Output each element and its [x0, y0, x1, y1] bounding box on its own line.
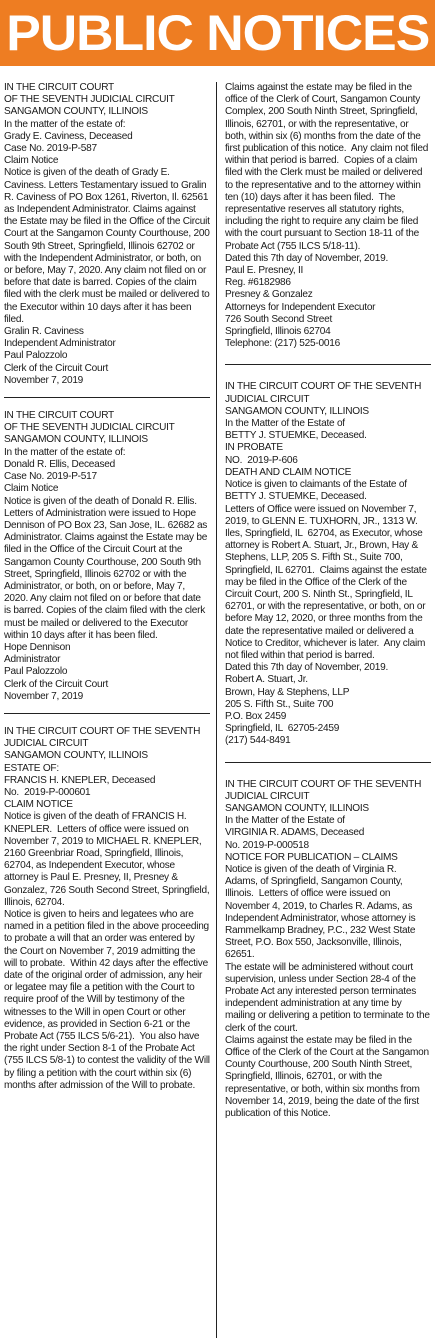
notice-line: BETTY J. STUEMKE, Deceased.	[225, 430, 367, 442]
notice-line: SANGAMON COUNTY, ILLINOIS	[225, 405, 369, 417]
notice-line: November 7, 2019	[4, 374, 84, 386]
notice-line: Donald R. Ellis, Deceased	[4, 458, 116, 470]
notice-line: OF THE SEVENTH JUDICIAL CIRCUIT	[4, 422, 175, 434]
divider	[4, 713, 210, 714]
notice-line: Gralin R. Caviness	[4, 326, 84, 338]
notice-body: Notice is given of the death of Virginia R. Adams, of Springfield, Sangamon County, Illinois. Letters of office were issued on November 4, 2019, to Charles R. Adams, as Independent Administrator, whose attorney is Rammelkamp Bradney, P.C., 232 West State Street, P.O. Box 550, Jacksonville, Illinois, 62651.	[225, 863, 418, 961]
notice-body: Notice is given of the death of Donald R. Ellis. Letters of Administration were issued to Hope Dennison of PO Box 23, San Jose, IL. 62682 as Administrator. Claims against the Estate may be filed in the Office of the Circuit Court at the Sangamon County Courthouse, 200 South 9th Street, Springfield, Illinois 62702 or with the Administrator, or both, on or before, May 7, 2020. Any claim not filed on or before that date is barred. Copies of the claim filed with the clerk must be mailed or delivered to the Executor within 10 days after it has been filed.	[4, 495, 210, 641]
notice-line: Brown, Hay & Stephens, LLP	[225, 686, 350, 698]
notice-body: Notice is given to claimants of the Estate of BETTY J. STUEMKE, Deceased.	[225, 479, 410, 503]
notice-body: Claims against the estate may be filed in the Office of the Clerk of the Court at the Sangamon County Courthouse, 200 South Ninth Street, Springfield, Illinois, 62701, or with the representative, or both, within six months from November 14, 2019, being the date of the first publication of this Notice.	[225, 1034, 432, 1120]
notice-line: SANGAMON COUNTY, ILLINOIS	[225, 802, 369, 814]
notices-columns	[4, 82, 431, 1338]
notice-line: In the Matter of the Estate of	[225, 418, 345, 430]
notice-line: Independent Administrator	[4, 338, 116, 350]
notice-line: SANGAMON COUNTY, ILLINOIS	[4, 434, 148, 446]
notice-line: Reg. #6182986	[225, 277, 291, 289]
notice-line: Robert A. Stuart, Jr.	[225, 674, 308, 686]
notice-line: Case No. 2019-P-587	[4, 143, 97, 155]
notice-line: NOTICE FOR PUBLICATION – CLAIMS	[225, 851, 398, 863]
notice-body: The estate will be administered without court supervision, unless under Section 28-4 of the Probate Act any interested person terminates independent administration at any time by mailing or delivering a petition to terminate to the clerk of the court.	[225, 961, 433, 1034]
divider	[225, 364, 431, 365]
notice-line: Springfield, IL 62705-2459	[225, 723, 340, 735]
notice-line: (217) 544-8491	[225, 735, 291, 747]
notice-line: Administrator	[4, 654, 61, 666]
notice-body: Claims against the estate may be filed in the office of the Clerk of Court, Sangamon County Complex, 200 South Ninth Street, Springfield, Illinois, 62701, or with the representative, or both, within six (6) months from the date of the first publication of this notice. Any claim not filed within that period is barred. Copies of a claim filed with the Clerk must be mailed or delivered to the representative and to the attorney within ten (10) days after it has been filed. The representative reserves all statutory rights, including the right to require any claim be filed with the court pursuant to Section 18-11 of the Probate Act (755 ILCS 5/18-11).	[225, 82, 431, 252]
notice-body: Notice is given to heirs and legatees who are named in a petition filed in the above proceeding to probate a will that an order was entered by the Court on November 7, 2019 admitting the will to probate. Within 42 days after the effective date of the original order of admission, any heir or legatee may file a petition with the Court to require proof of the Will by testimony of the witnesses to the Will in open Court or other evidence, as provided in Section 6-21 or the Probate Act (755 ILCS 5/6-21). You also have the right under Section 8-1 of the Probate Act (755 ILCS 5/8-1) to contest the validity of the Will by filing a petition with the court within six (6) months after admission of the Will to probate.	[4, 909, 213, 1091]
notice-line: SANGAMON COUNTY, ILLINOIS	[4, 106, 148, 118]
notice-line: No. 2019-P-000518	[225, 839, 309, 851]
notice-line: SANGAMON COUNTY, ILLINOIS	[4, 750, 148, 762]
notice-body: Notice is given of the death of FRANCIS H. KNEPLER. Letters of office were issued on November 7, 2019 to MICHAEL R. KNEPLER, 2160 Greenbriar Road, Springfield, Illinois, 62704, as Independent Executor, whose attorney is Paul E. Presney, II, Presney & Gonzalez, 726 South Second Street, Springfield, Illinois, 62704.	[4, 811, 212, 908]
notice-body: Notice is given of the death of Grady E. Caviness. Letters Testamentary issued to Gralin R. Caviness of PO Box 1261, Riverton, Il. 62561 as Independent Administrator. Claims against the Estate may be filed in the Office of the Circuit Court at the Sangamon County Courthouse, 200 South 9th Street, Springfield, Illinois 62702 or with the Independent Administrator, or both, on or before, May 7, 2020. Any claim not filed on or before that date is barred. Copies of the claim filed with the clerk must be mailed or delivered to the Executor within 10 days after it has been filed.	[4, 167, 213, 325]
banner-title: PUBLIC NOTICES	[6, 5, 430, 61]
notice-line: Dated this 7th day of November, 2019.	[225, 252, 389, 264]
notice-line: CLAIM NOTICE	[4, 799, 73, 811]
notice-line: November 7, 2019	[4, 690, 84, 702]
notice-line: IN THE CIRCUIT COURT	[4, 82, 114, 93]
notice-caviness	[4, 82, 213, 387]
notice-line: Dated this 7th day of November, 2019.	[225, 662, 389, 674]
notice-line: In the matter of the estate of:	[4, 118, 126, 130]
notice-line: Springfield, Illinois 62704	[225, 326, 331, 338]
notice-line: IN THE CIRCUIT COURT OF THE SEVENTH JUDICIAL CIRCUIT	[225, 381, 424, 405]
notice-line: Attorneys for Independent Executor	[225, 301, 376, 313]
notice-line: IN THE CIRCUIT COURT OF THE SEVENTH JUDICIAL CIRCUIT	[225, 778, 424, 802]
notice-line: OF THE SEVENTH JUDICIAL CIRCUIT	[4, 94, 175, 106]
notice-line: FRANCIS H. KNEPLER, Deceased	[4, 774, 156, 786]
notice-line: Telephone: (217) 525-0016	[225, 338, 340, 350]
notice-knepler-continued	[225, 82, 431, 350]
notice-line: No. 2019-P-000601	[4, 786, 91, 798]
divider	[4, 397, 210, 398]
notice-line: Clerk of the Circuit Court	[4, 362, 109, 374]
notice-line: In the matter of the estate of:	[4, 446, 126, 458]
notice-knepler	[4, 725, 213, 1092]
notice-line: Paul E. Presney, II	[225, 265, 304, 277]
notice-line: Clerk of the Circuit Court	[4, 678, 109, 690]
notice-line: 205 S. Fifth St., Suite 700	[225, 698, 334, 710]
notice-line: P.O. Box 2459	[225, 710, 287, 722]
notice-line: In the Matter of the Estate of	[225, 815, 345, 827]
notice-ellis	[4, 410, 210, 703]
notice-line: DEATH AND CLAIM NOTICE	[225, 466, 352, 478]
notice-line: Presney & Gonzalez	[225, 289, 313, 301]
notice-line: Paul Palozzolo	[4, 350, 68, 362]
notice-line: VIRGINIA R. ADAMS, Deceased	[225, 827, 365, 839]
left-column	[4, 82, 216, 1338]
notice-body: Letters of Office were issued on November 7, 2019, to GLENN E. TUXHORN, JR., 1313 W. Iles, Springfield, IL 62704, as Executor, whose attorney is Robert A. Stuart, Jr., Brown, Hay & Stephens, LLP, 205 S. Fifth St., Suite 700, Springfield, IL 62701. Claims against the estate may be filed in the Office of the Clerk of the Circuit Court, 200 S. Ninth St., Springfield, IL 62701, or with the representative, or both, on or before May 12, 2020, or three months from the date the representative mailed or delivered a Notice to Creditor, whichever is later. Any claim not filed within that period is barred.	[225, 503, 430, 661]
notice-line: IN PROBATE	[225, 442, 283, 454]
notice-line: Case No. 2019-P-517	[4, 471, 97, 483]
notice-line: IN THE CIRCUIT COURT OF THE SEVENTH JUDICIAL CIRCUIT	[4, 725, 203, 750]
notice-line: Claim Notice	[4, 483, 59, 495]
notice-adams	[225, 779, 431, 1121]
section-banner	[0, 0, 435, 66]
notice-line: Paul Palozzolo	[4, 666, 68, 678]
notice-line: Hope Dennison	[4, 641, 71, 653]
notice-line: NO. 2019-P-606	[225, 454, 298, 466]
notice-line: 726 South Second Street	[225, 313, 333, 325]
notice-line: IN THE CIRCUIT COURT	[4, 410, 114, 422]
notice-line: Claim Notice	[4, 155, 59, 167]
notice-stuemke	[225, 381, 431, 747]
notice-line: ESTATE OF:	[4, 762, 59, 774]
notice-line: Grady E. Caviness, Deceased	[4, 130, 133, 142]
divider	[225, 762, 431, 763]
right-column	[216, 82, 431, 1338]
